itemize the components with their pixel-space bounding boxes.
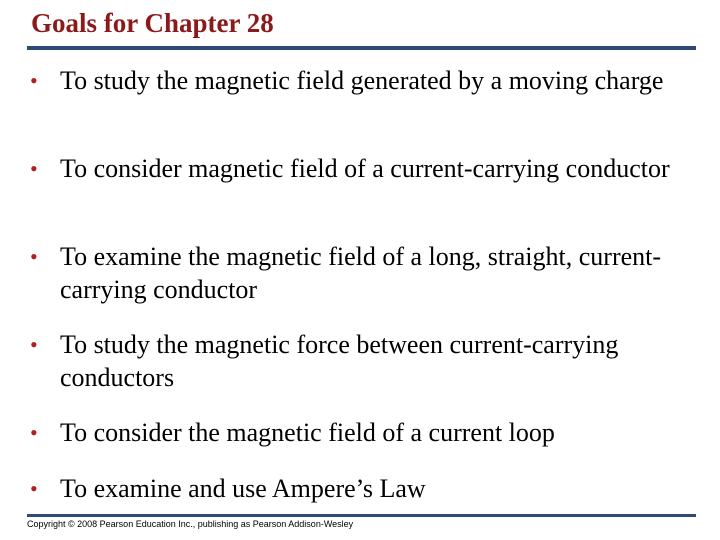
bullet-icon: • xyxy=(30,420,38,445)
list-item xyxy=(30,472,690,505)
title-divider xyxy=(27,46,696,50)
footer-divider xyxy=(27,514,696,517)
bullet-icon: • xyxy=(30,156,38,181)
bullet-text: To examine and use Ampere’s Law xyxy=(60,474,426,503)
bullet-icon: • xyxy=(30,332,38,357)
list-item xyxy=(30,328,690,394)
copyright-footer: Copyright © 2008 Pearson Education Inc., publishing as Pearson Addison-Wesley xyxy=(27,519,354,529)
list-item xyxy=(30,416,690,449)
bullet-icon: • xyxy=(30,476,38,501)
bullet-text: To study the magnetic force between current-carrying conductors xyxy=(60,330,619,392)
bullet-icon: • xyxy=(30,244,38,269)
bullet-text: To examine the magnetic field of a long, straight, current-carrying conductor xyxy=(60,242,662,304)
bullet-text: To consider magnetic field of a current-carrying conductor xyxy=(60,154,670,183)
bullet-text: To study the magnetic field generated by a moving charge xyxy=(60,66,664,95)
slide-title: Goals for Chapter 28 xyxy=(31,8,274,38)
list-item xyxy=(30,152,690,185)
bullet-icon: • xyxy=(30,68,38,93)
list-item xyxy=(30,64,690,97)
list-item xyxy=(30,240,690,306)
bullet-text: To consider the magnetic field of a current loop xyxy=(60,418,555,447)
